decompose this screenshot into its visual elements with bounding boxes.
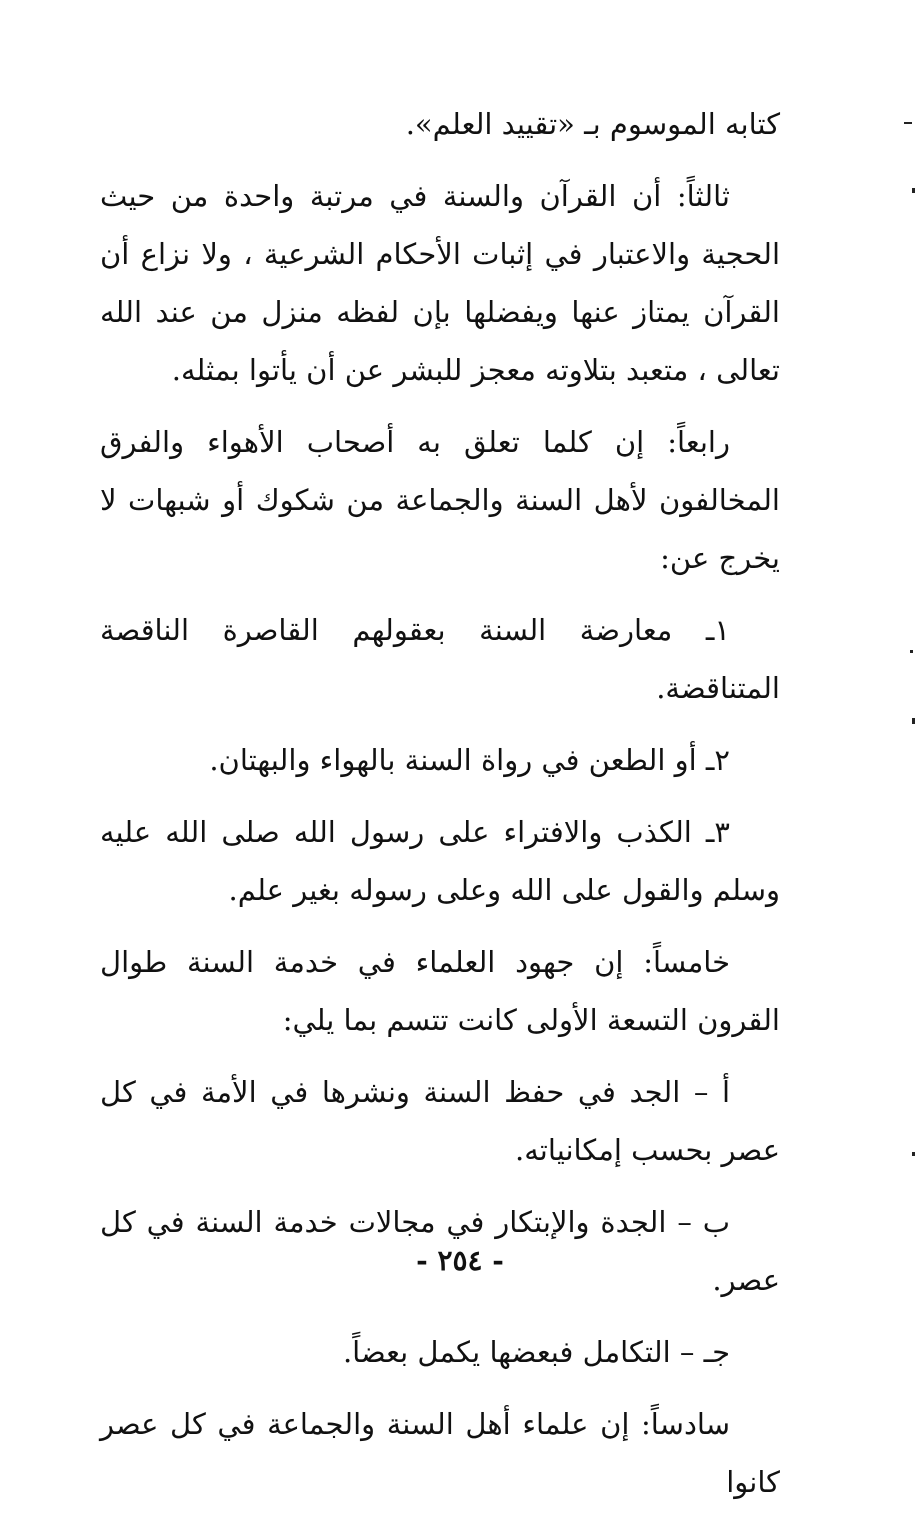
list-item: ٢ـ أو الطعن في رواة السنة بالهواء والبهتان. [209,743,730,777]
paragraph-third: ثالثاً: أن القرآن والسنة في مرتبة واحدة من حيث الحجية والاعتبار في إثبات الأحكام الشرعية ، ولا نزاع أن القرآن يمتاز عنها ويفضلها بإن لفظه منزل من عند الله تعالى ، متعبد بتلاوته معجز للبشر عن أن يأتوا بمثله. [100,179,780,387]
scan-mark [910,650,913,653]
list-item: ب – الجدة والإبتكار في مجالات خدمة السنة في كل عصر. [100,1205,780,1297]
list-item: ١ـ معارضة السنة بعقولهم القاصرة الناقصة المتناقضة. [100,613,780,705]
scan-mark [904,122,912,124]
paragraph-sixth: سادساً: إن علماء أهل السنة والجماعة في كل عصر كانوا [100,1407,780,1499]
paragraph-fifth: خامساً: إن جهود العلماء في خدمة السنة طوال القرون التسعة الأولى كانت تتسم بما يلي: [100,945,780,1037]
list-item: ٣ـ الكذب والافتراء على رسول الله صلى الله عليه وسلم والقول على الله وعلى رسوله بغير علم. [100,815,780,907]
page-number: - ٢٥٤ - [416,1244,504,1277]
scan-mark [912,188,915,193]
paragraph-fourth: رابعاً: إن كلما تعلق به أصحاب الأهواء والفرق المخالفون لأهل السنة والجماعة من شكوك أو شبهات لا يخرج عن: [100,425,780,575]
list-item: أ – الجد في حفظ السنة ونشرها في الأمة في كل عصر بحسب إمكانياته. [100,1075,780,1167]
paragraph-continuation: كتابه الموسوم بـ «تقييد العلم». [405,107,780,141]
list-item: جـ – التكامل فبعضها يكمل بعضاً. [342,1335,730,1369]
scan-mark [912,718,915,724]
scan-mark [912,1152,915,1156]
page-body [100,95,780,1525]
